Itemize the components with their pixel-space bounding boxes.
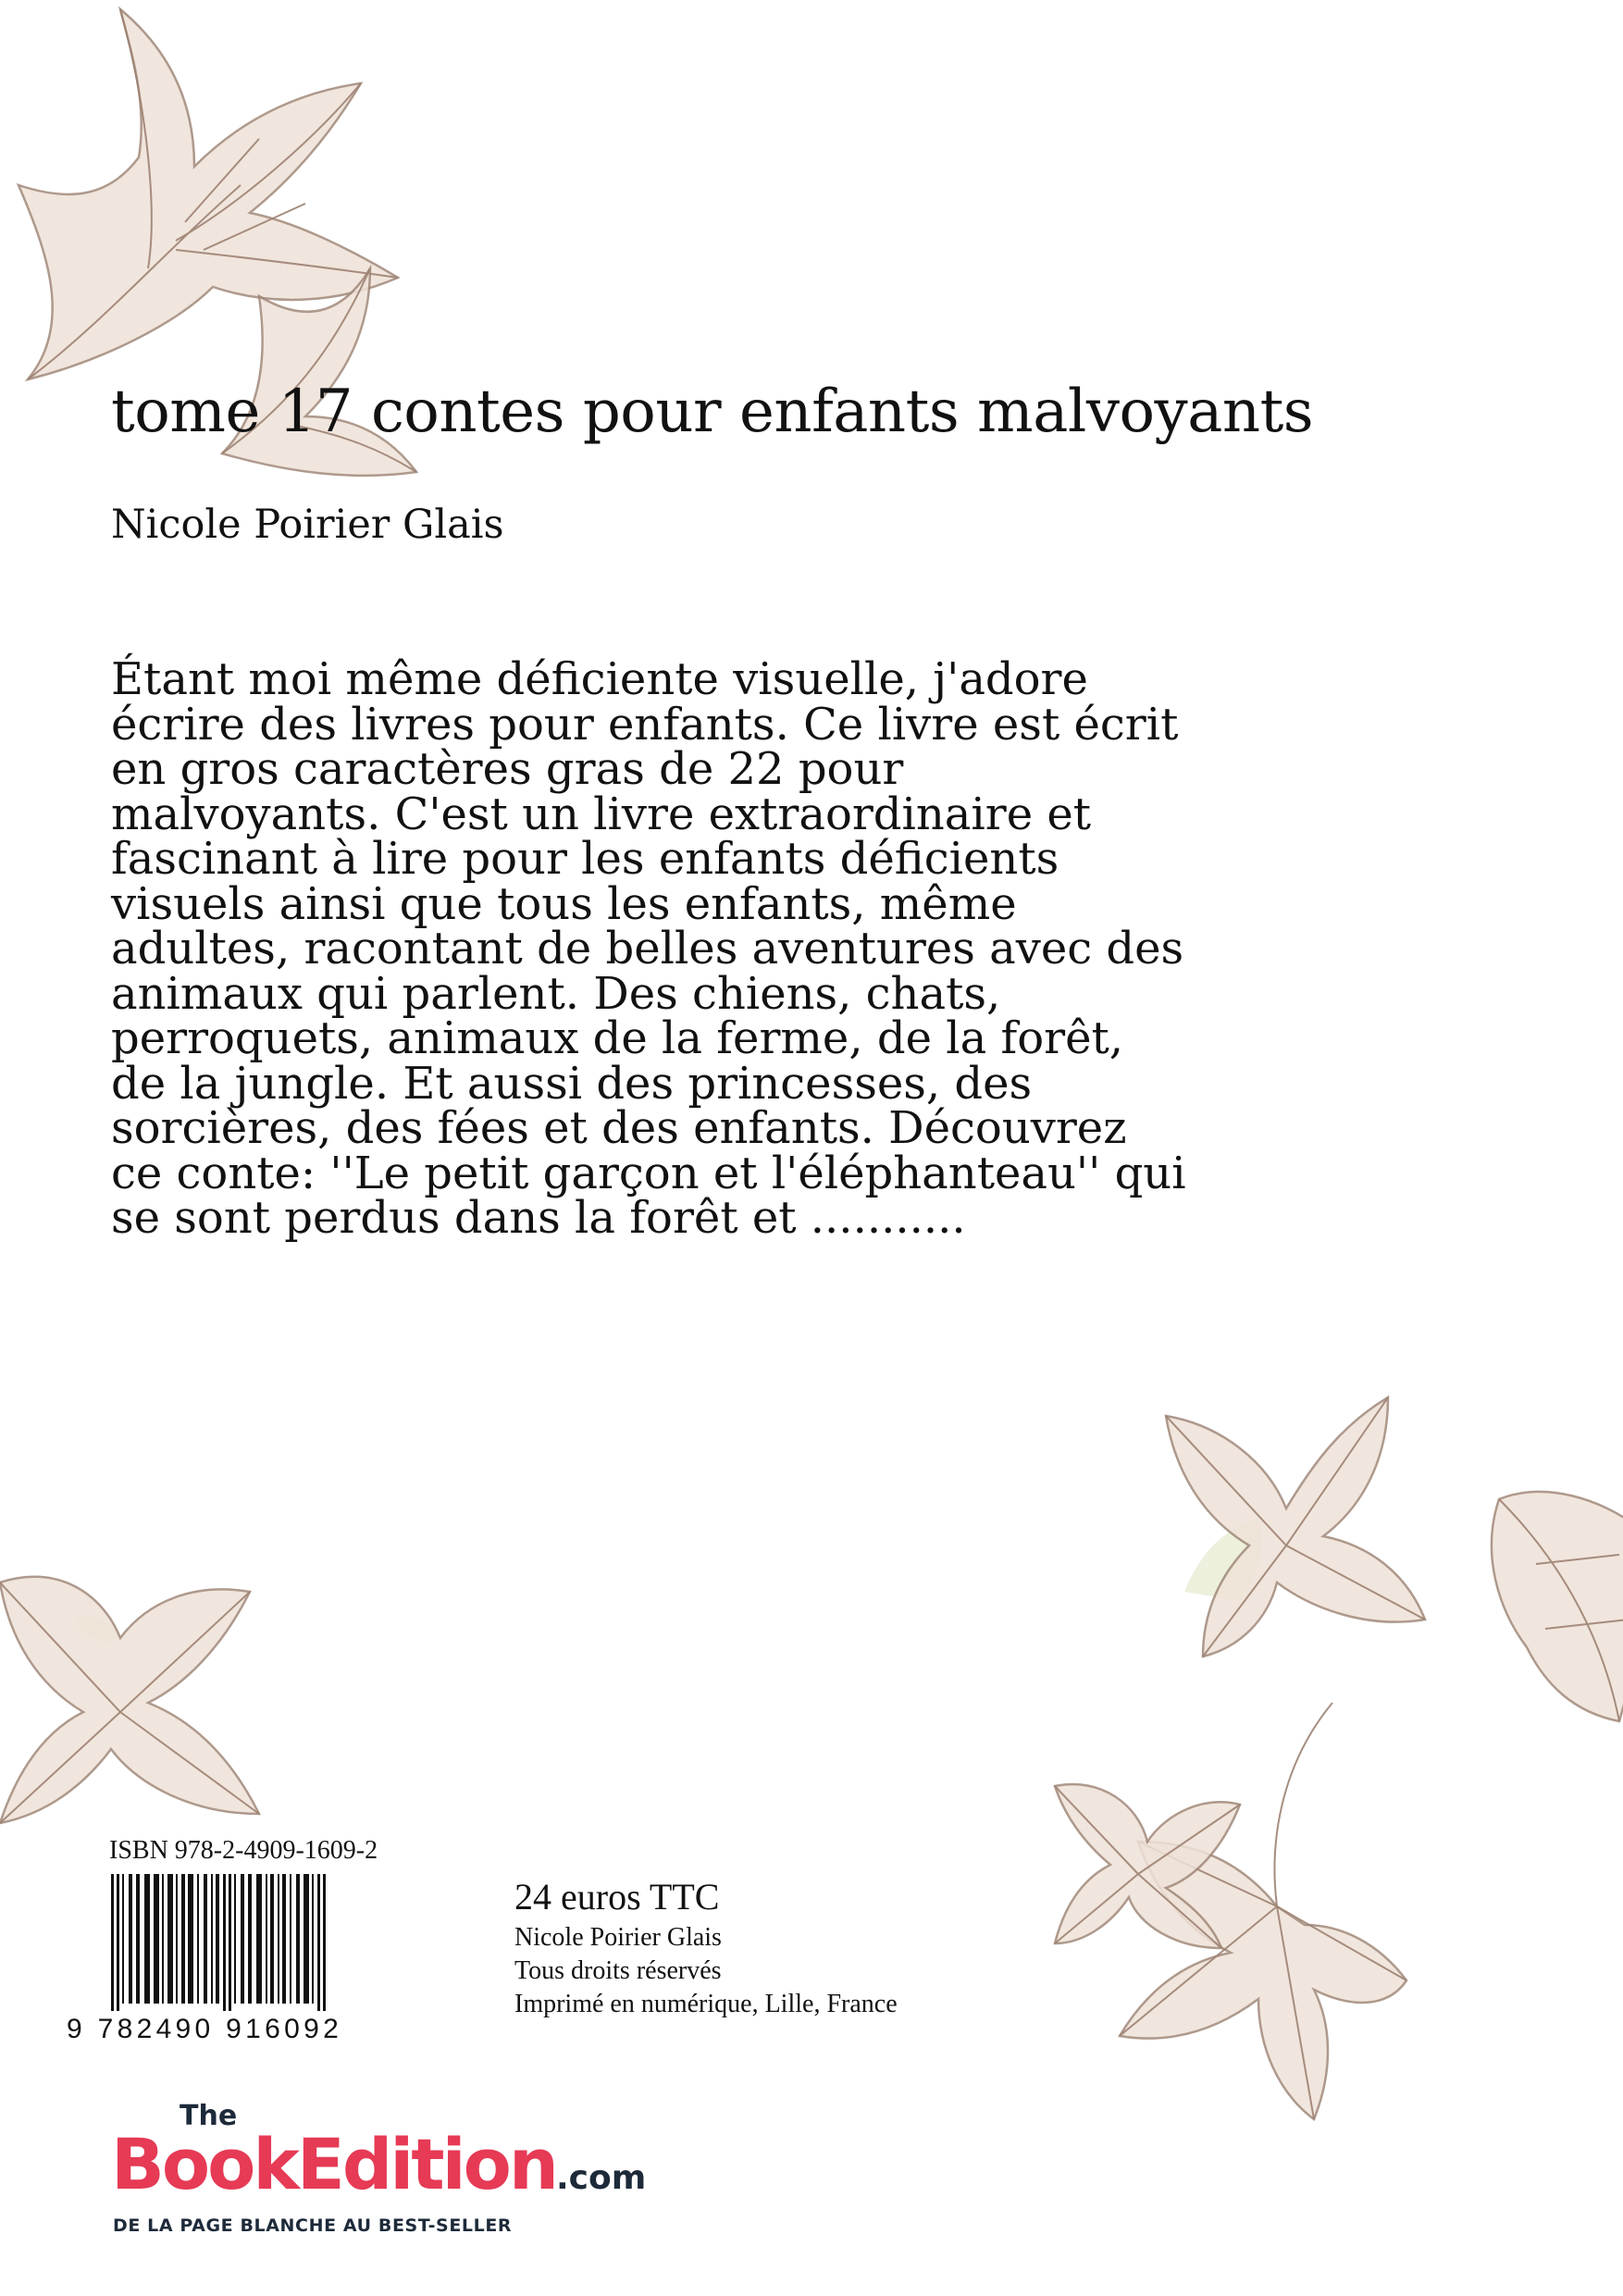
barcode-bar: [270, 1874, 274, 2004]
barcode-bar: [229, 1874, 231, 2011]
barcode-bar: [256, 1874, 262, 2004]
logo-brand-name: BookEdition: [111, 2123, 556, 2205]
description-line: écrire des livres pour enfants. Ce livre est écrit: [111, 698, 1179, 751]
printing-info: Imprimé en numérique, Lille, France: [514, 1990, 898, 2018]
barcode-bar: [122, 1874, 124, 2004]
barcode-bar: [296, 1874, 300, 2004]
description-line: en gros caractères gras de 22 pour: [111, 743, 904, 795]
barcode-bar: [111, 1874, 114, 2011]
description-line: de la jungle. Et aussi des princesses, des: [111, 1057, 1033, 1110]
barcode-bar: [278, 1874, 279, 2004]
logo-brand: [111, 2123, 646, 2220]
barcode-bar: [234, 1874, 236, 2004]
barcode-bar: [290, 1874, 291, 2004]
barcode-bar: [248, 1874, 252, 2004]
barcode: [109, 1874, 453, 2011]
logo-the: The: [180, 2100, 238, 2132]
barcode-bar: [117, 1874, 119, 2011]
description-line: adultes, racontant de belles aventures avec des: [111, 923, 1184, 974]
barcode-bar: [129, 1874, 132, 2004]
barcode-bar: [162, 1874, 164, 2004]
barcode-bar: [266, 1874, 267, 2004]
barcode-bar: [317, 1874, 320, 2011]
barcode-bar: [136, 1874, 140, 2004]
description-line: malvoyants. C'est un livre extraordinaire et: [111, 788, 1092, 840]
barcode-bar: [204, 1874, 207, 2004]
barcode-digits: 9 782490 916092: [67, 2014, 343, 2044]
description-line: se sont perdus dans la forêt et ...........: [111, 1192, 966, 1244]
barcode-bar: [241, 1874, 244, 2004]
barcode-bar: [144, 1874, 150, 2004]
leaf-illustration-far-right: [1462, 1444, 1623, 1758]
barcode-bar: [154, 1874, 159, 2004]
logo-domain-suffix: .com: [555, 2159, 647, 2197]
barcode-bar: [181, 1874, 185, 2004]
leaf-illustration-bottom-left: [0, 1508, 296, 1842]
leaf-illustration-right: [1129, 1360, 1434, 1666]
description-line: visuels ainsi que tous les enfants, même: [111, 877, 1017, 930]
description-line: ce conte: ''Le petit garçon et l'éléphanteau'' qui: [111, 1147, 1186, 1199]
barcode-bar: [197, 1874, 199, 2004]
description-line: sorcières, des fées et des enfants. Découvrez: [111, 1102, 1127, 1154]
barcode-bar: [167, 1874, 173, 2004]
barcode-bar: [176, 1874, 178, 2004]
description-line: perroquets, animaux de la ferme, de la forêt,: [111, 1012, 1124, 1064]
barcode-bar: [312, 1874, 314, 2004]
description-line: animaux qui parlent. Des chiens, chats,: [111, 967, 1001, 1020]
barcode-bar: [323, 1874, 326, 2011]
barcode-bar: [211, 1874, 213, 2004]
price: 24 euros TTC: [514, 1876, 720, 1917]
barcode-bar: [223, 1874, 226, 2011]
description-line: fascinant à lire pour les enfants déficients: [111, 833, 1059, 885]
barcode-bar: [188, 1874, 193, 2004]
barcode-bar: [282, 1874, 286, 2004]
rights-notice: Tous droits réservés: [514, 1956, 722, 1985]
description-line: Étant moi même déficiente visuelle, j'adore: [111, 653, 1088, 705]
leaf-illustration-top-left-small: [185, 213, 444, 509]
publisher-logo: [111, 2100, 666, 2260]
book-description: [111, 653, 1240, 1244]
book-author: Nicole Poirier Glais: [111, 502, 504, 548]
leaf-illustration-bottom-center: [1036, 1749, 1249, 1953]
logo-tagline: DE LA PAGE BLANCHE AU BEST-SELLER: [113, 2215, 513, 2236]
book-title: tome 17 contes pour enfants malvoyants: [111, 378, 1314, 446]
imprint-author: Nicole Poirier Glais: [514, 1923, 722, 1952]
isbn-label: ISBN 978-2-4909-1609-2: [109, 1836, 378, 1865]
barcode-bar: [216, 1874, 219, 2004]
barcode-bar: [304, 1874, 309, 2004]
